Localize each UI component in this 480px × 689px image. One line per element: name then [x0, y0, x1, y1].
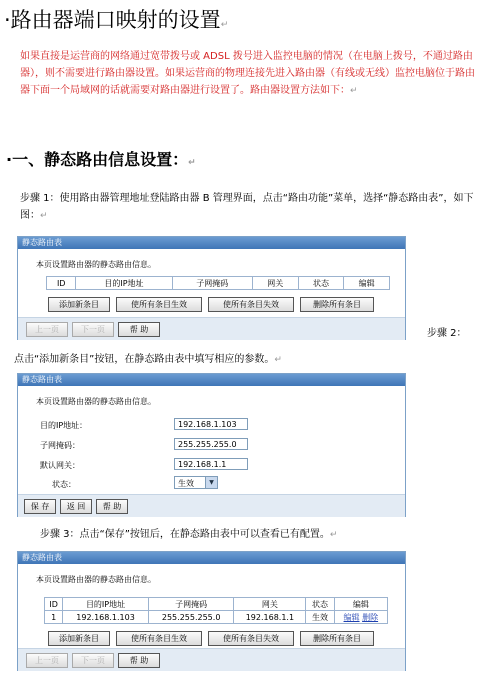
prev-page-button[interactable]: 上一页 [26, 322, 68, 337]
enable-all-button[interactable]: 使所有条目生效 [116, 297, 202, 312]
gateway-label: 默认网关： [40, 461, 80, 470]
paragraph-mark: ↵ [220, 20, 229, 30]
panel-header: 静态路由表 [18, 374, 405, 386]
cell-gateway: 192.168.1.1 [234, 611, 306, 624]
col-gateway: 网关 [252, 277, 298, 290]
step3-paragraph: 步骤 3：点击“保存”按钮后，在静态路由表中可以查看已有配置。↵ [40, 529, 338, 540]
panel-description: 本页设置路由器的静态路由信息。 [36, 575, 156, 584]
button-bar [18, 494, 405, 517]
paragraph-mark: ↵ [350, 86, 358, 96]
intro-paragraph: 如果直接是运营商的网络通过宽带拨号或 ADSL 拨号进入监控电脑的情况（在电脑上拨号，不通过路由器），则不需要进行路由器设置。如果运营商的物理连接先进入路由器（有线或无线）监控电脑位于路由器下面一个局域网的话就需要对路由器进行设置了。路由器设置方法如下：↵ [20, 51, 475, 96]
add-entry-button[interactable]: 添加新条目 [48, 631, 110, 646]
delete-all-button[interactable]: 删除所有条目 [300, 631, 374, 646]
save-button[interactable]: 保 存 [24, 499, 56, 514]
disable-all-button[interactable]: 使所有条目失效 [208, 297, 294, 312]
paragraph-mark: ↵ [274, 355, 282, 365]
status-select[interactable] [174, 476, 218, 489]
static-route-panel-2 [17, 373, 406, 517]
paragraph-mark: ↵ [40, 211, 48, 221]
delete-all-button[interactable]: 删除所有条目 [300, 297, 374, 312]
panel-header: 静态路由表 [18, 552, 405, 564]
add-entry-button[interactable]: 添加新条目 [48, 297, 110, 312]
panel-description: 本页设置路由器的静态路由信息。 [36, 260, 156, 269]
col-id: ID [45, 598, 63, 611]
col-mask: 子网掩码 [148, 598, 234, 611]
back-button[interactable]: 返 回 [60, 499, 92, 514]
static-route-panel-1 [17, 236, 406, 340]
static-route-panel-3 [17, 551, 406, 671]
cell-mask: 255.255.255.0 [148, 611, 234, 624]
help-button[interactable]: 帮 助 [96, 499, 128, 514]
button-bar [18, 648, 405, 671]
delete-link[interactable]: 删除 [362, 612, 379, 622]
subnet-mask-label: 子网掩码： [40, 441, 80, 450]
cell-dest-ip: 192.168.1.103 [63, 611, 149, 624]
dest-ip-label: 目的IP地址： [40, 421, 88, 430]
page-title: ·路由器端口映射的设置↵ [4, 8, 229, 32]
enable-all-button[interactable]: 使所有条目生效 [116, 631, 202, 646]
button-bar [18, 317, 405, 340]
step1-paragraph: 步骤 1：使用路由器管理地址登陆路由器 B 管理界面，点击“路由功能”菜单，选择“静态路由表”，如下图：↵ [20, 193, 474, 221]
route-table [44, 597, 388, 624]
col-dest-ip: 目的IP地址 [63, 598, 149, 611]
panel-header: 静态路由表 [18, 237, 405, 249]
step2-paragraph: 点击“添加新条目”按钮，在静态路由表中填写相应的参数。↵ [14, 354, 282, 365]
next-page-button[interactable]: 下一页 [72, 322, 114, 337]
section-heading: ·一、静态路由信息设置：↵ [6, 150, 196, 169]
help-button[interactable]: 帮 助 [118, 653, 160, 668]
table-row [45, 611, 388, 624]
col-id: ID [47, 277, 76, 290]
col-edit: 编辑 [334, 598, 387, 611]
cell-status: 生效 [306, 611, 334, 624]
subnet-mask-input[interactable]: 255.255.255.0 [174, 438, 248, 450]
status-label: 状态： [52, 480, 76, 489]
col-dest-ip: 目的IP地址 [76, 277, 172, 290]
dest-ip-input[interactable]: 192.168.1.103 [174, 418, 248, 430]
cell-id: 1 [45, 611, 63, 624]
col-status: 状态 [298, 277, 344, 290]
next-page-button[interactable]: 下一页 [72, 653, 114, 668]
gateway-input[interactable]: 192.168.1.1 [174, 458, 248, 470]
col-gateway: 网关 [234, 598, 306, 611]
col-status: 状态 [306, 598, 334, 611]
help-button[interactable]: 帮 助 [118, 322, 160, 337]
cell-actions [334, 611, 387, 624]
status-value: 生效 [178, 479, 194, 488]
prev-page-button[interactable]: 上一页 [26, 653, 68, 668]
step2-label: 步骤 2： [427, 328, 467, 339]
chevron-down-icon: ▼ [205, 477, 217, 488]
paragraph-mark: ↵ [188, 158, 196, 168]
col-mask: 子网掩码 [172, 277, 252, 290]
disable-all-button[interactable]: 使所有条目失效 [208, 631, 294, 646]
edit-link[interactable]: 编辑 [343, 612, 360, 622]
route-table [46, 276, 390, 290]
paragraph-mark: ↵ [329, 530, 338, 540]
panel-description: 本页设置路由器的静态路由信息。 [36, 397, 156, 406]
col-edit: 编辑 [344, 277, 390, 290]
